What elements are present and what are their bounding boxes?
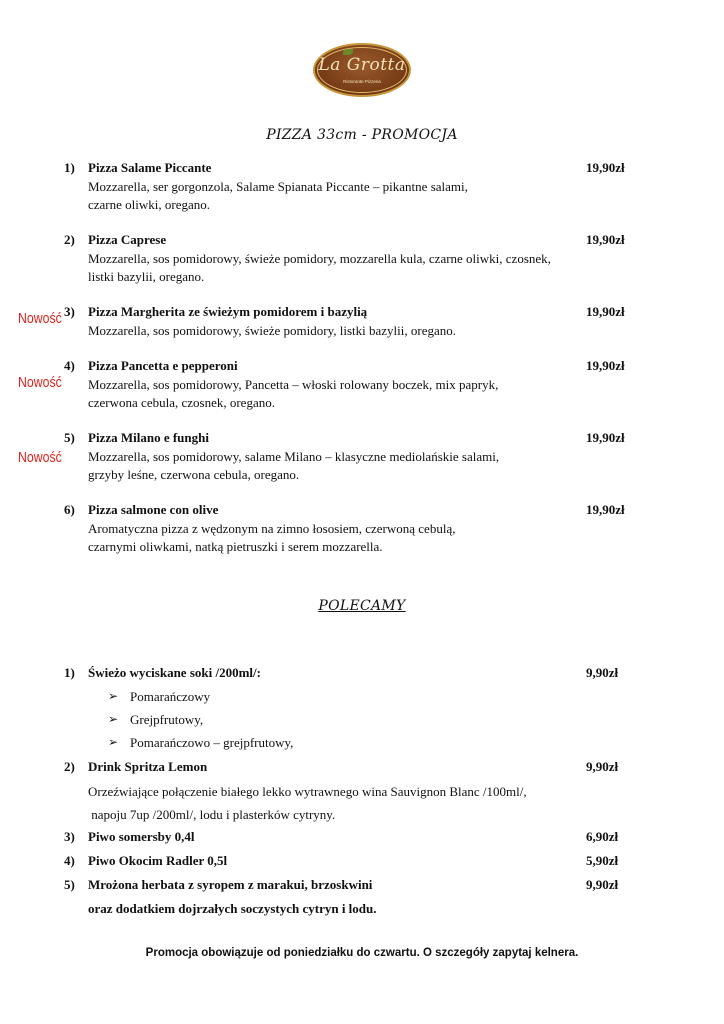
juice-option: Grejpfrutowy,	[130, 712, 204, 727]
new-badge: Nowość	[18, 374, 62, 391]
drink-name: Mrożona herbata z syropem z marakui, brzoskwini	[88, 877, 373, 892]
pizza-price: 19,90zł	[586, 358, 625, 373]
drink-number: 3)	[64, 829, 75, 844]
drink-name-continuation: oraz dodatkiem dojrzałych soczystych cytryn i lodu.	[88, 901, 377, 916]
drink-name: Świeżo wyciskane soki /200ml/:	[88, 665, 261, 680]
promotion-footer-note: Promocja obowiązuje od poniedziałku do czwartu. O szczegóły zapytaj kelnera.	[145, 947, 579, 959]
arrow-bullet-icon: ➢	[108, 735, 119, 749]
pizza-number: 4)	[64, 358, 75, 373]
drink-number: 2)	[64, 759, 75, 774]
pizza-price: 19,90zł	[586, 502, 625, 517]
pizza-name: Pizza Pancetta e pepperoni	[88, 358, 238, 373]
arrow-bullet-icon: ➢	[108, 712, 119, 726]
pizza-number: 5)	[64, 430, 75, 445]
pizza-description: Aromatyczna pizza z wędzonym na zimno łososiem, czerwoną cebulą,	[88, 521, 456, 536]
polecamy-section-heading: POLECAMY	[318, 598, 406, 614]
pizza-section-heading: PIZZA 33cm - PROMOCJA	[266, 127, 458, 143]
pizza-description: Mozzarella, sos pomidorowy, salame Milano – klasyczne mediolańskie salami,	[88, 449, 500, 464]
logo-tagline: Ristorante Pizzeria	[343, 79, 381, 84]
pizza-number: 3)	[64, 304, 75, 319]
restaurant-logo	[313, 43, 411, 97]
pizza-description: Mozzarella, sos pomidorowy, świeże pomidory, mozzarella kula, czarne oliwki, czosnek,	[88, 251, 551, 266]
new-badge: Nowość	[18, 310, 62, 327]
pizza-description: czarnymi oliwkami, natką pietruszki i serem mozzarella.	[88, 539, 383, 554]
pizza-description: grzyby leśne, czerwona cebula, oregano.	[88, 467, 300, 482]
drink-number: 1)	[64, 665, 75, 680]
pizza-description: Mozzarella, ser gorgonzola, Salame Spianata Piccante – pikantne salami,	[88, 179, 468, 194]
drink-number: 5)	[64, 877, 75, 892]
pizza-description: Mozzarella, sos pomidorowy, świeże pomidory, listki bazylii, oregano.	[88, 323, 457, 338]
pizza-name: Pizza salmone con olive	[88, 502, 219, 517]
juice-option: Pomarańczowo – grejpfrutowy,	[130, 735, 294, 750]
drink-name: Piwo somersby 0,4l	[88, 829, 195, 844]
pizza-price: 19,90zł	[586, 430, 625, 445]
logo-brand: La Grotta	[318, 55, 406, 75]
pizza-number: 6)	[64, 502, 75, 517]
pizza-number: 1)	[64, 160, 75, 175]
drink-price: 9,90zł	[586, 759, 619, 774]
pizza-price: 19,90zł	[586, 160, 625, 175]
pizza-name: Pizza Milano e funghi	[88, 430, 209, 445]
pizza-name: Pizza Salame Piccante	[88, 160, 212, 175]
pizza-name: Pizza Margherita ze świeżym pomidorem i bazylią	[88, 304, 368, 319]
pizza-number: 2)	[64, 232, 75, 247]
drink-price: 5,90zł	[586, 853, 619, 868]
juice-option: Pomarańczowy	[130, 689, 211, 704]
pizza-price: 19,90zł	[586, 304, 625, 319]
pizza-description: czerwona cebula, czosnek, oregano.	[88, 395, 275, 410]
drink-description: Orzeźwiające połączenie białego lekko wytrawnego wina Sauvignon Blanc /100ml/,	[88, 784, 527, 799]
drink-price: 9,90zł	[586, 665, 619, 680]
drink-price: 6,90zł	[586, 829, 619, 844]
pizza-description: listki bazylii, oregano.	[88, 269, 205, 284]
pizza-description: Mozzarella, sos pomidorowy, Pancetta – włoski rolowany boczek, mix papryk,	[88, 377, 499, 392]
drink-name: Drink Spritza Lemon	[88, 759, 208, 774]
arrow-bullet-icon: ➢	[108, 689, 119, 703]
pizza-price: 19,90zł	[586, 232, 625, 247]
pizza-description: czarne oliwki, oregano.	[88, 197, 211, 212]
drink-number: 4)	[64, 853, 75, 868]
drink-price: 9,90zł	[586, 877, 619, 892]
pizza-name: Pizza Caprese	[88, 232, 167, 247]
drink-name: Piwo Okocim Radler 0,5l	[88, 853, 228, 868]
new-badge: Nowość	[18, 449, 62, 466]
drink-description: napoju 7up /200ml/, lodu i plasterków cytryny.	[88, 807, 336, 822]
